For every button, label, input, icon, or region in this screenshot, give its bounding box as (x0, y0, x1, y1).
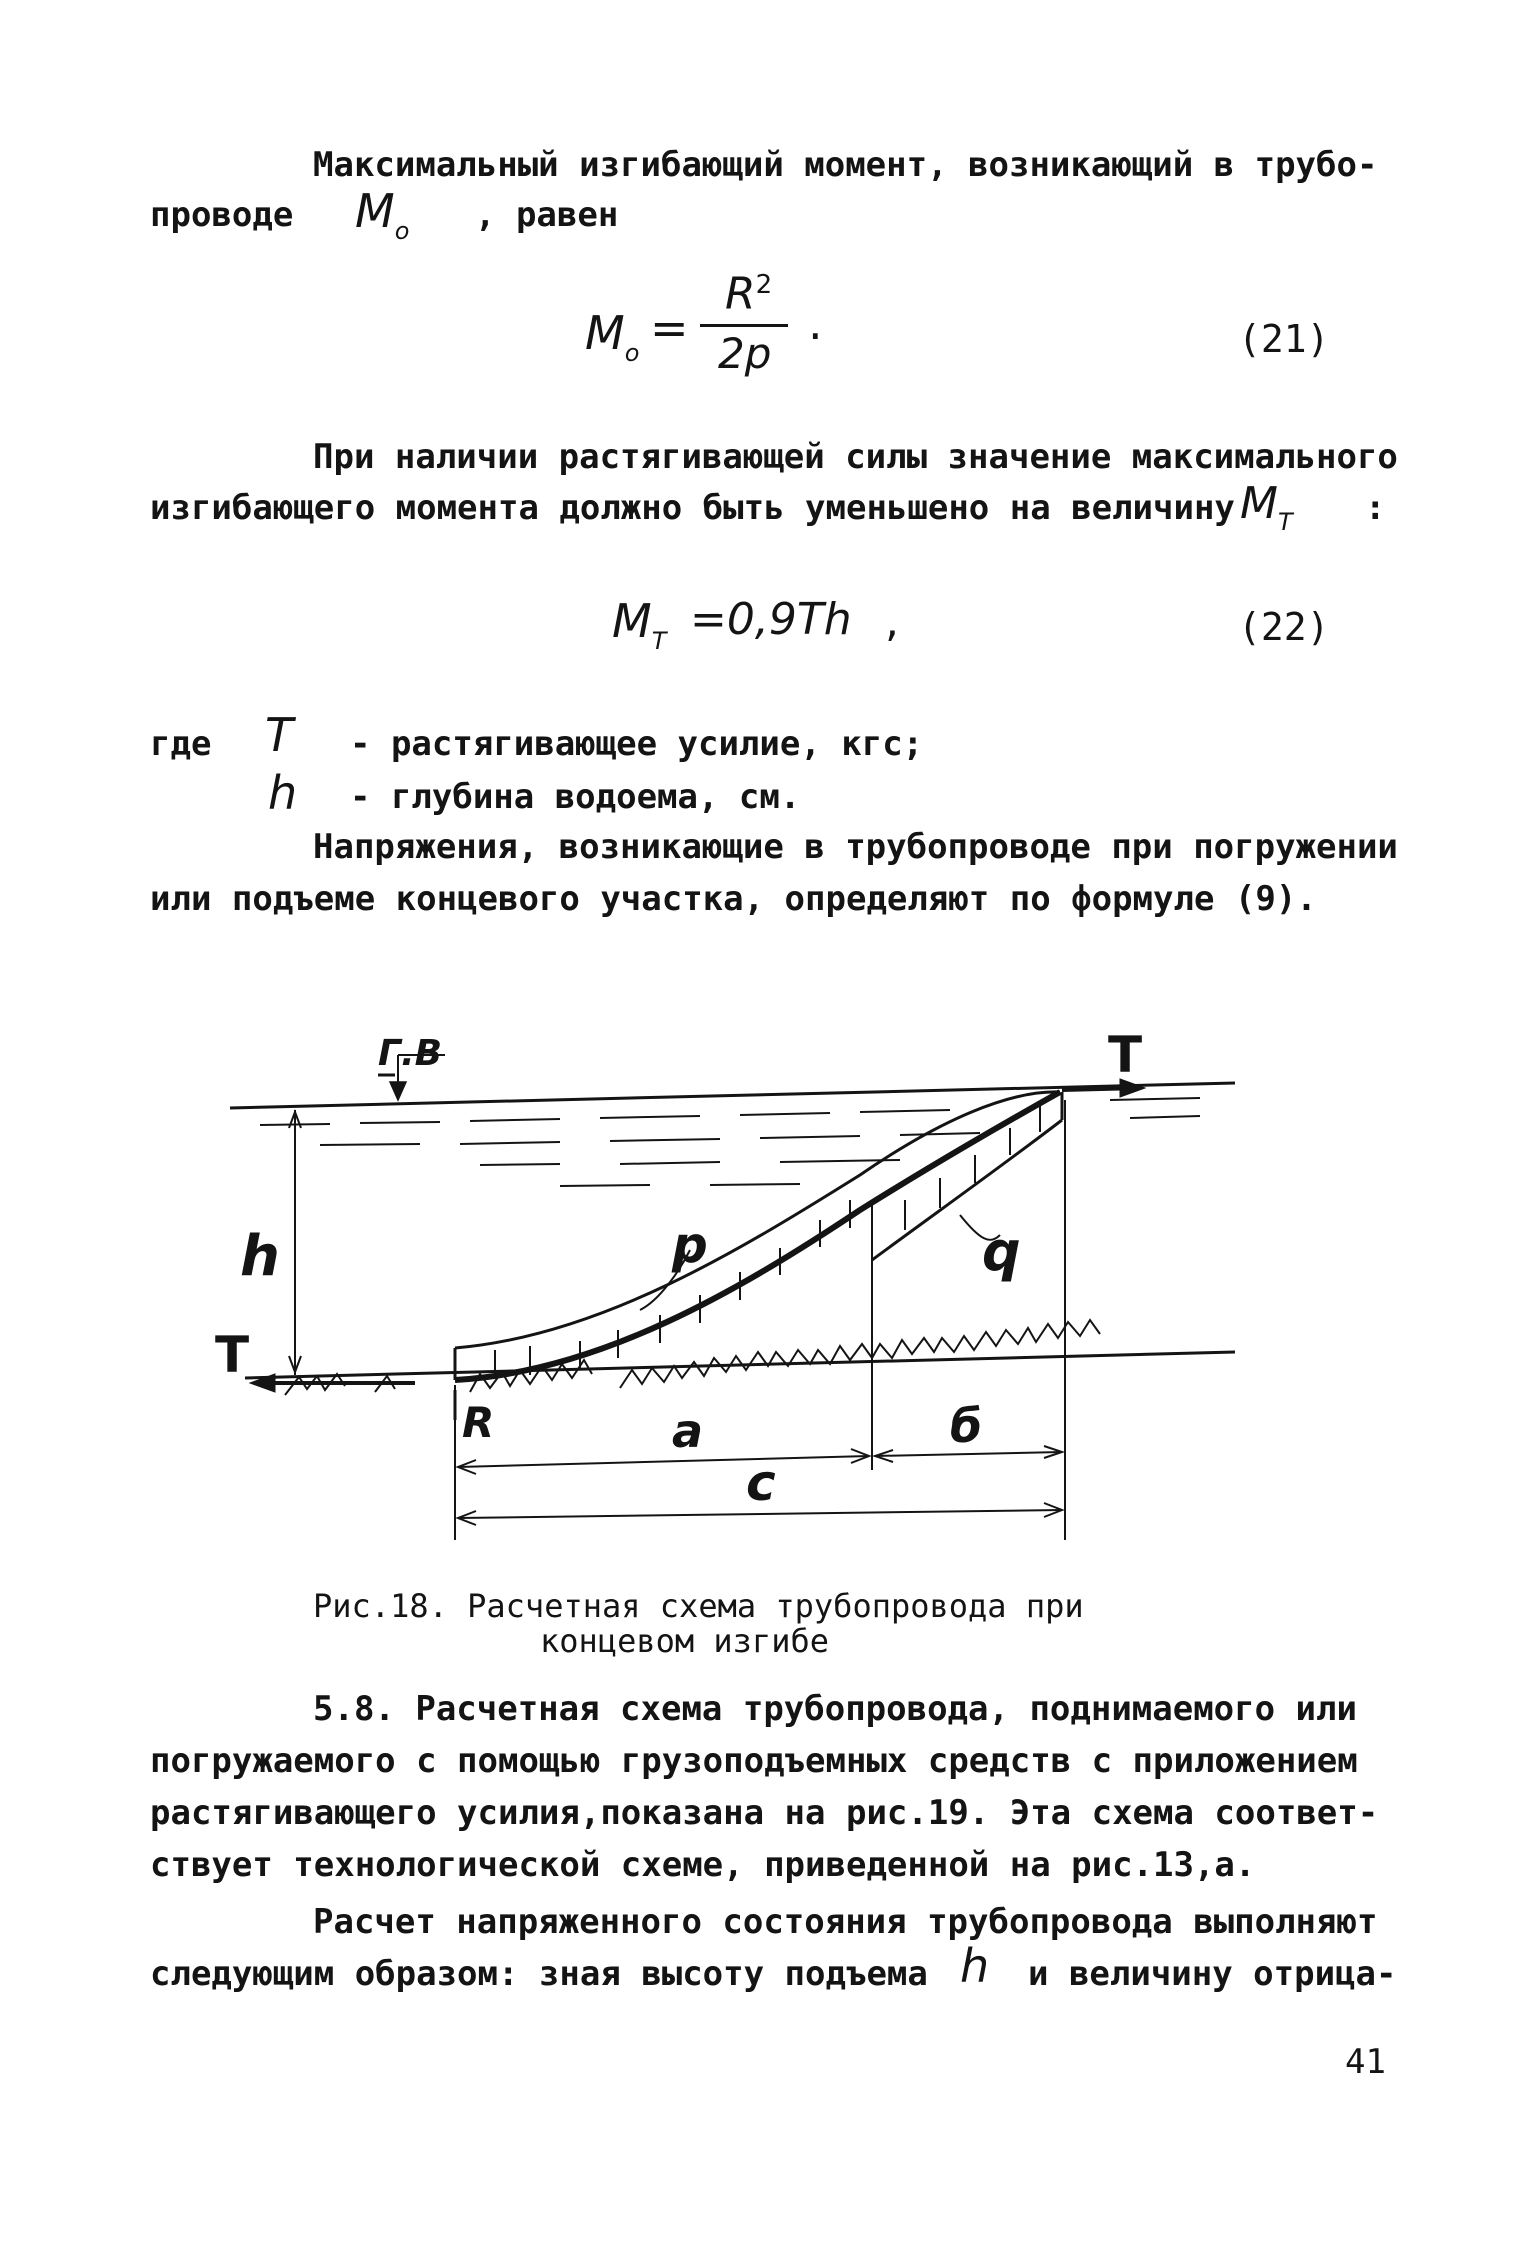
text-line: погружаемого с помощью грузоподъемных средств с приложением (150, 1741, 1358, 1781)
water-hatching (260, 1098, 1200, 1186)
text-line: растягивающего усилия,показана на рис.19. Эта схема соответ- (150, 1793, 1379, 1833)
text-line: изгибающего момента должно быть уменьшено на величину (150, 488, 1235, 528)
text-line: Напряжения, возникающие в трубопроводе при погружении (313, 827, 1398, 867)
text-line: , равен (475, 195, 619, 235)
label-tension-top: T (1108, 1026, 1143, 1084)
text-line: Максимальный изгибающий момент, возникающий в трубо- (313, 145, 1378, 185)
load-envelope-q (872, 1120, 1062, 1260)
text-line: проводе (150, 195, 294, 235)
symbol-M-o: $M_o$ (355, 184, 410, 245)
label-depth: h (240, 1224, 280, 1289)
fraction-denominator: 2p (718, 329, 772, 378)
label-dim-b: б (950, 1399, 983, 1453)
text-line: : (1365, 488, 1386, 528)
definition-text: - растягивающее усилие, кгс; (350, 724, 924, 764)
label-load-q: q (982, 1220, 1021, 1283)
text-line: следующим образом: зная высоту подъема (150, 1954, 928, 1994)
symbol-h: h (960, 1939, 990, 1993)
label-reaction: R (462, 1398, 495, 1447)
symbol-h: h (268, 766, 298, 820)
equation-end: . (808, 296, 823, 350)
fraction-numerator: $R^2$ (725, 268, 773, 320)
equation-lhs: $M_T$ (612, 594, 667, 655)
equation-number: (22) (1238, 605, 1330, 649)
ground-line (245, 1352, 1235, 1378)
symbol-M-T: $M_T$ (1240, 478, 1293, 536)
text-line: Расчет напряженного состояния трубопровода выполняют (313, 1902, 1378, 1942)
text-line: При наличии растягивающей силы значение максимального (313, 437, 1398, 477)
label-dim-c: c (746, 1454, 776, 1512)
equation-number: (21) (1238, 317, 1330, 361)
label-water-level: Г.В (378, 1033, 443, 1074)
equation-lhs: $M_o$ (585, 306, 640, 367)
load-envelope-p (455, 1092, 1060, 1348)
text-line: где (150, 724, 212, 764)
text-line: и величину отрица- (1028, 1954, 1397, 1994)
equation-rhs: =0,9Th (690, 594, 852, 645)
page-number: 41 (1345, 2042, 1386, 2082)
text-line: или подъеме концевого участка, определяют по формуле (9). (150, 879, 1317, 919)
symbol-T: T (265, 708, 294, 762)
water-level-triangle (390, 1082, 406, 1100)
label-load-p: p (672, 1216, 708, 1274)
label-dim-a: a (672, 1404, 704, 1458)
figure-caption: концевом изгибе (540, 1622, 829, 1660)
definition-text: - глубина водоема, см. (350, 777, 801, 817)
text-line: 5.8. Расчетная схема трубопровода, поднимаемого или (313, 1689, 1357, 1729)
water-surface-line (230, 1083, 1235, 1108)
equation-end: , (885, 596, 899, 647)
text-line: ствует технологической схеме, приведенной на рис.13,а. (150, 1845, 1256, 1885)
figure-caption: Рис.18. Расчетная схема трубопровода при (313, 1587, 1084, 1625)
label-tension-left: T (215, 1326, 250, 1384)
equals-sign: = (650, 301, 689, 355)
dimension-a (458, 1456, 869, 1467)
